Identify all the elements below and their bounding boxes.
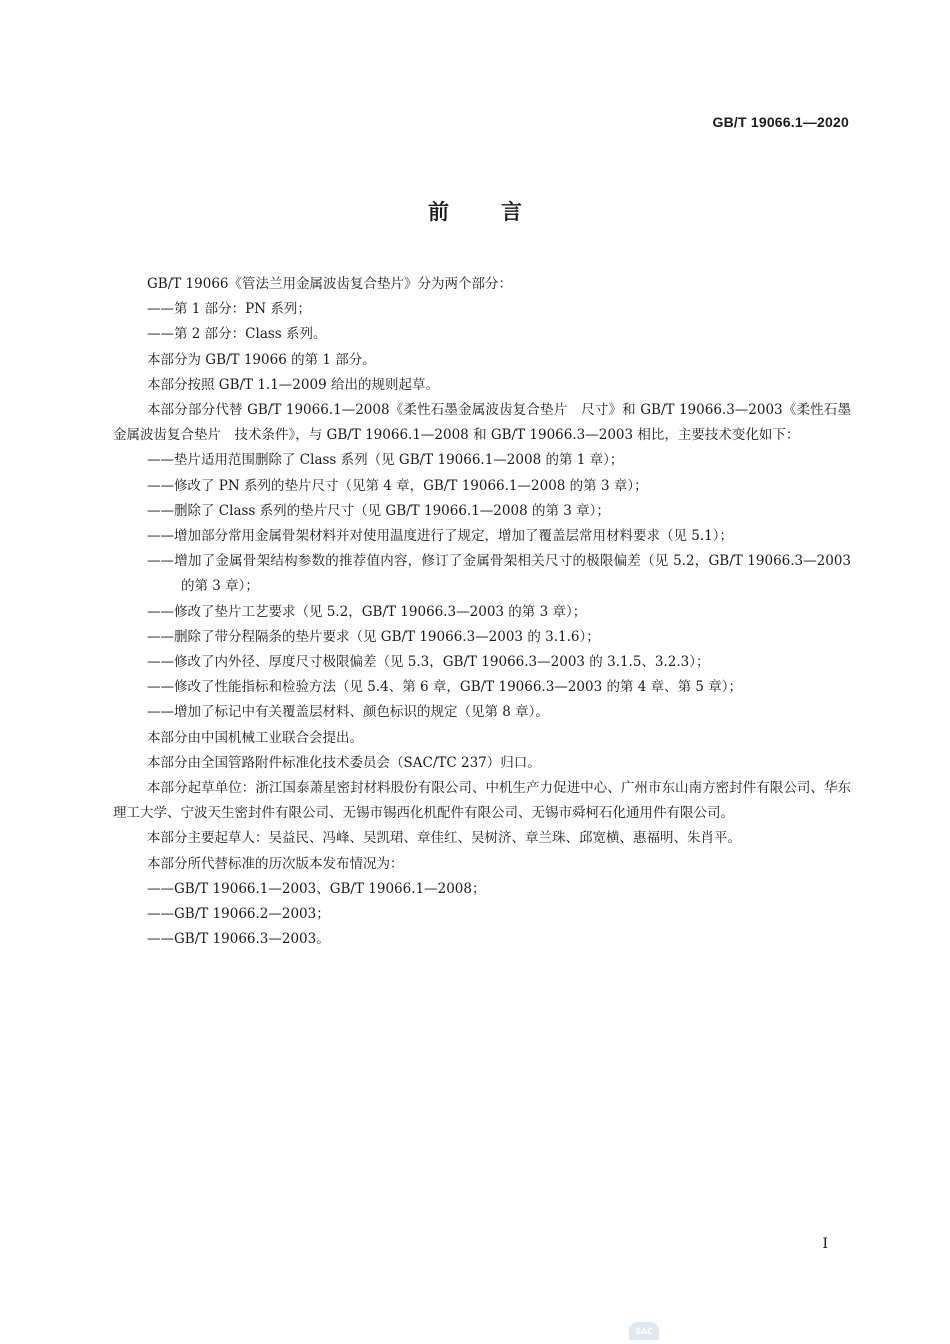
- foreword-body: [113, 272, 851, 952]
- list-item: ——第 2 部分：Class 系列。: [147, 326, 327, 343]
- paragraph: 本部分由全国管路附件标准化技术委员会（SAC/TC 237）归口。: [147, 754, 541, 771]
- list-item: ——增加部分常用金属骨架材料并对使用温度进行了规定，增加了覆盖层常用材料要求（见 5.1）；: [147, 528, 734, 545]
- paragraph: 本部分主要起草人：吴益民、冯峰、吴凯珺、章佳红、吴树济、章兰珠、邱宽横、惠福明、朱肖平。: [147, 830, 741, 847]
- list-item: ——修改了内外径、厚度尺寸极限偏差（见 5.3，GB/T 19066.3—2003 的 3.1.5、3.2.3）；: [147, 654, 710, 671]
- list-item: ——删除了带分程隔条的垫片要求（见 GB/T 19066.3—2003 的 3.1.6）；: [147, 628, 600, 645]
- paragraph: 本部分由中国机械工业联合会提出。: [147, 729, 363, 746]
- list-item: ——删除了 Class 系列的垫片尺寸（见 GB/T 19066.1—2008 的第 3 章）；: [147, 502, 610, 519]
- list-item: ——第 1 部分：PN 系列；: [147, 301, 311, 318]
- paragraph: 本部分为 GB/T 19066 的第 1 部分。: [147, 351, 376, 368]
- list-item: ——增加了标记中有关覆盖层材料、颜色标识的规定（见第 8 章）。: [147, 704, 549, 721]
- paragraph: GB/T 19066《管法兰用金属波齿复合垫片》分为两个部分：: [147, 276, 512, 292]
- list-item: ——GB/T 19066.1—2003、GB/T 19066.1—2008；: [147, 880, 486, 897]
- list-item: ——修改了性能指标和检验方法（见 5.4、第 6 章，GB/T 19066.3—2003 的第 4 章、第 5 章）；: [147, 679, 743, 696]
- list-item: ——修改了 PN 系列的垫片尺寸（见第 4 章，GB/T 19066.1—2008 的第 3 章）；: [147, 477, 648, 494]
- paragraph: 本部分按照 GB/T 1.1—2009 给出的规则起草。: [147, 376, 439, 393]
- page-number: I: [822, 1236, 828, 1252]
- page-title: 前言: [428, 200, 574, 224]
- sac-watermark-logo: SAC: [629, 1322, 659, 1340]
- list-item: ——GB/T 19066.2—2003；: [147, 906, 330, 923]
- paragraph: 本部分所代替标准的历次版本发布情况为：: [147, 855, 404, 872]
- paragraph: 本部分起草单位：浙江国泰萧星密封材料股份有限公司、中机生产力促进中心、广州市东山南方密封件有限公司、华东理工大学、宁波天生密封件有限公司、无锡市锡西化机配件有限公司、无锡市舜柯石化通用件有限公司。: [113, 780, 851, 822]
- list-item: ——增加了金属骨架结构参数的推荐值内容，修订了金属骨架相关尺寸的极限偏差（见 5.2，GB/T 19066.3—2003 的第 3 章）；: [147, 553, 851, 595]
- list-item: ——垫片适用范围删除了 Class 系列（见 GB/T 19066.1—2008 的第 1 章）；: [147, 452, 624, 469]
- standard-code: GB/T 19066.1—2020: [712, 114, 849, 130]
- paragraph: 本部分部分代替 GB/T 19066.1—2008《柔性石墨金属波齿复合垫片 尺寸》和 GB/T 19066.3—2003《柔性石墨金属波齿复合垫片 技术条件》，与 GB/T 19066.1—2008 和 GB/T 19066.3—2003 相比，主要技术变化如下：: [113, 402, 851, 444]
- list-item: ——GB/T 19066.3—2003。: [147, 931, 330, 948]
- list-item: ——修改了垫片工艺要求（见 5.2，GB/T 19066.3—2003 的第 3 章）；: [147, 603, 587, 620]
